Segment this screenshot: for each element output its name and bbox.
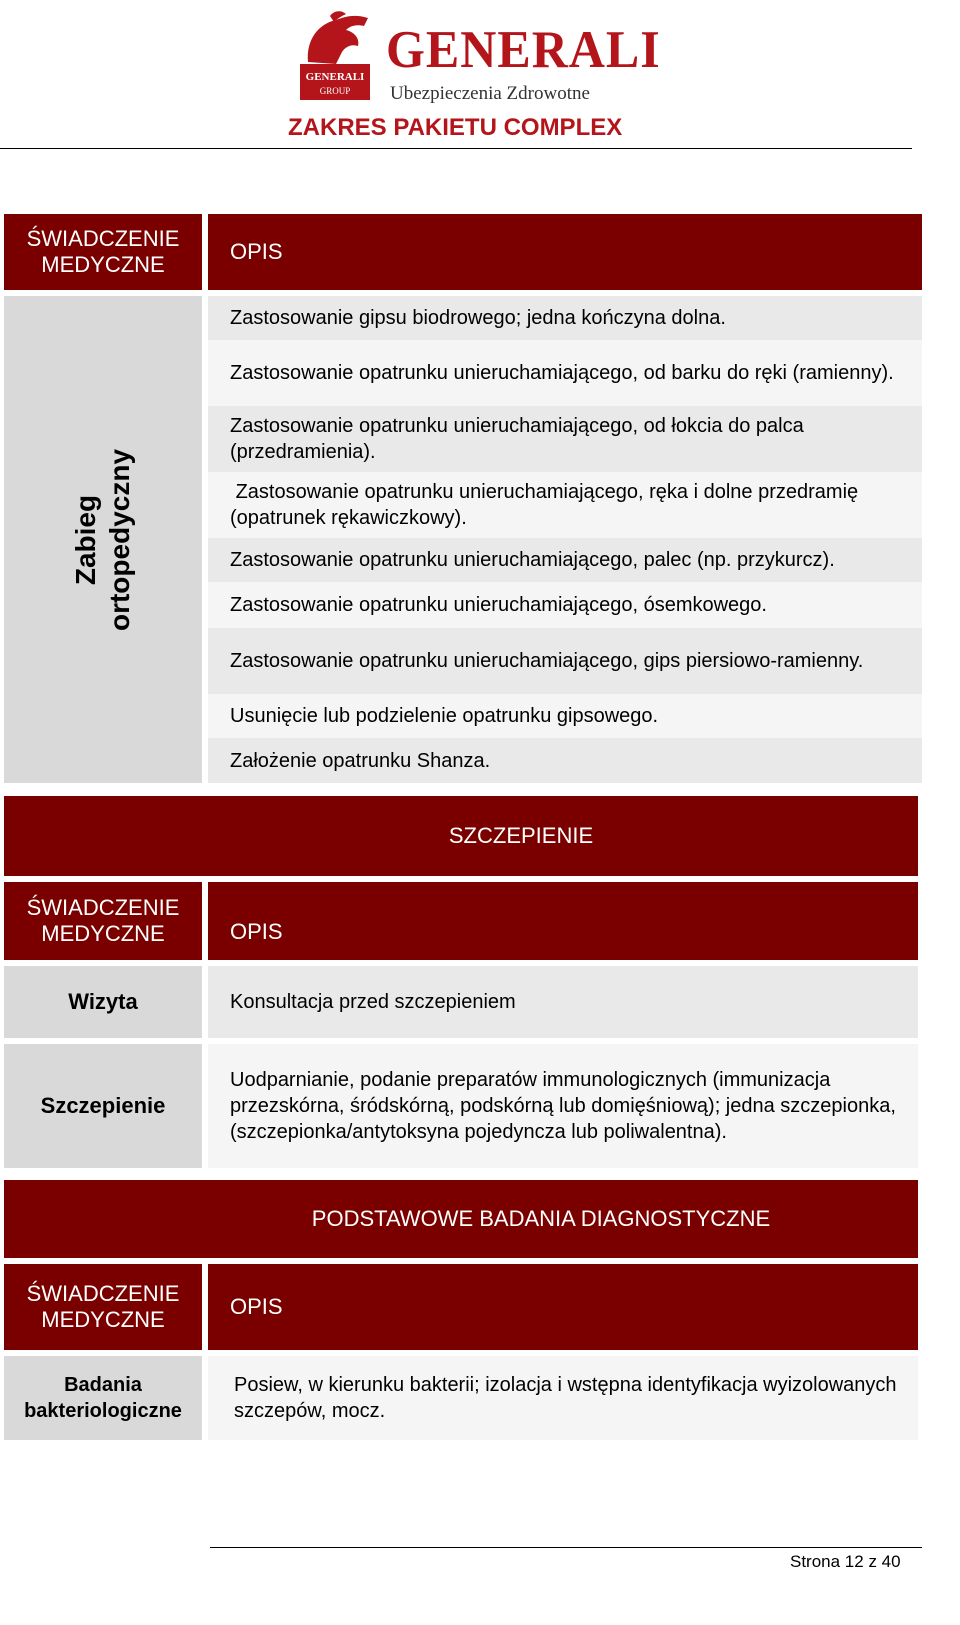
section-title: PODSTAWOWE BADANIA DIAGNOSTYCZNE [311,1206,771,1231]
description-text: Zastosowanie opatrunku unieruchamiającego, ósemkowego. [230,594,767,616]
service-cell [4,1044,202,1168]
description-text: Usunięcie lub podzielenie opatrunku gipsowego. [230,705,659,727]
category-label: Zabieg ortopedyczny [70,448,135,631]
page-number: Strona 12 z 40 [790,1552,901,1571]
description-text: Zastosowanie opatrunku unieruchamiającego, od barku do ręki (ramienny). [230,362,894,384]
column-header-description [208,214,922,290]
description-text: Zastosowanie opatrunku unieruchamiającego, od łokcia do palca (przedramienia). [230,415,804,463]
svg-text:GENERALI: GENERALI [305,71,365,83]
column-header-service-label: ŚWIADCZENIE MEDYCZNE [26,895,180,946]
section-title-banner [4,1180,918,1258]
description-text: Założenie opatrunku Shanza. [230,749,491,772]
brand-name: GENERALI [386,19,661,79]
column-header-service [4,214,202,290]
column-header-description-label: OPIS [230,1294,283,1319]
description-text: Zastosowanie gipsu biodrowego; jedna kończyna dolna. [230,307,726,329]
column-header-description [208,1264,918,1350]
section-title-banner [4,796,918,876]
brand-subtitle: Ubezpieczenia Zdrowotne [390,83,590,104]
description-text: Zastosowanie opatrunku unieruchamiającego, gips piersiowo-ramienny. [230,650,864,672]
category-cell [4,296,202,783]
header-divider [0,148,912,149]
column-header-service [4,1264,202,1350]
description-text: Posiew, w kierunku bakterii; izolacja i wstępna identyfikacja wyizolowanych szczepów, mocz. [234,1374,897,1422]
description-row [208,966,918,1038]
description-row [208,694,922,738]
description-text: Konsultacja przed szczepieniem [230,991,516,1013]
service-label: Wizyta [68,989,138,1014]
description-row [208,296,922,340]
column-header-service-label: ŚWIADCZENIE MEDYCZNE [26,1281,180,1332]
column-header-service [4,882,202,960]
description-row [208,628,922,694]
footer-divider [210,1547,922,1548]
description-text: Uodparnianie, podanie preparatów immunologicznych (immunizacja przezskórna, śródskórną, podskórną lub domięśniową); jedna szczepionka, (szczepionka/antytoksyna pojedyncza lub poliwalentna). [230,1069,896,1143]
description-text: Zastosowanie opatrunku unieruchamiającego, ręka i dolne przedramię (opatrunek rękawiczkowy). [230,481,864,529]
service-label: Badania bakteriologiczne [24,1374,182,1422]
column-header-description-label: OPIS [230,919,283,944]
description-row [208,1044,918,1168]
description-row [208,738,922,783]
description-row [208,582,922,628]
description-row [208,406,922,472]
column-header-service-label: ŚWIADCZENIE MEDYCZNE [26,226,180,277]
service-label: Szczepienie [40,1093,166,1118]
section-title: SZCZEPIENIE [448,823,594,848]
column-header-description-label: OPIS [230,239,283,264]
description-row [208,340,922,406]
description-row [208,538,922,582]
service-cell [4,1356,202,1440]
page-title: ZAKRES PAKIETU COMPLEX [288,114,623,141]
generali-lion-logo [296,10,374,102]
service-cell [4,966,202,1038]
svg-text:GROUP: GROUP [319,86,351,96]
description-row [208,472,922,538]
description-text: Zastosowanie opatrunku unieruchamiającego, palec (np. przykurcz). [230,549,835,571]
column-header-description [208,882,918,960]
description-row [208,1356,918,1440]
